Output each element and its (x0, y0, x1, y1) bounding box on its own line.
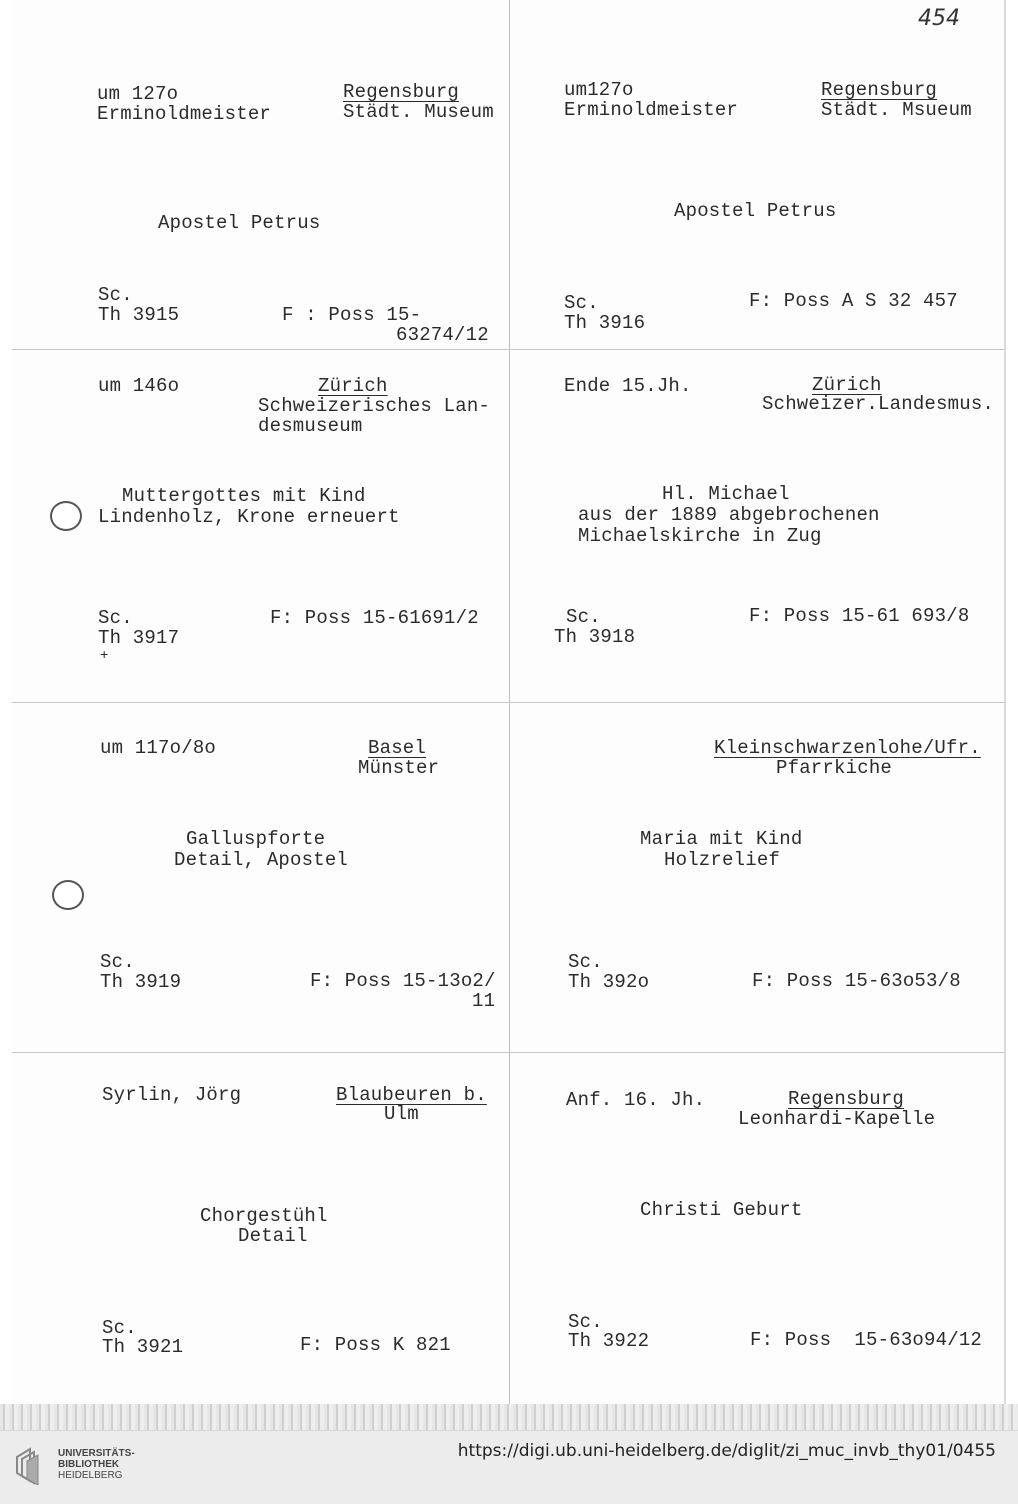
library-name (58, 1448, 135, 1481)
card-photo-ref: F : Poss 15- (282, 304, 422, 326)
card-place: Kleinschwarzenlohe/Ufr. (714, 737, 981, 759)
card-inventory-number: Th 3921 (102, 1336, 184, 1358)
card-place: Regensburg (821, 79, 938, 101)
card-inventory-number: Th 3922 (568, 1330, 650, 1352)
card-mark: + (100, 648, 109, 664)
card-photo-ref: F: Poss 15-13o2/ (310, 970, 496, 992)
card-title: Muttergottes mit Kind (122, 485, 366, 507)
card-institution: Leonhardi-Kapelle (738, 1108, 936, 1130)
card-institution: Schweizer.Landesmus. (762, 393, 995, 415)
library-line: BIBLIOTHEK (58, 1459, 120, 1470)
row-divider (12, 1052, 1004, 1053)
card-inventory-number: Th 392o (568, 971, 650, 993)
punch-hole (50, 501, 82, 531)
card-subtitle: aus der 1889 abgebrochenen (578, 504, 880, 526)
card-sc: Sc. (564, 292, 599, 314)
card-inventory-number: Th 3919 (100, 971, 182, 993)
card-place-cont: Ulm (384, 1103, 419, 1125)
source-url-link[interactable]: https://digi.ub.uni-heidelberg.de/diglit/zi_muc_invb_thy01/0455 (457, 1441, 996, 1461)
card-title: Hl. Michael (662, 483, 790, 505)
card-photo-ref: F: Poss 15-61691/2 (270, 607, 479, 629)
card-place: Regensburg (788, 1088, 905, 1110)
card-title: Apostel Petrus (674, 200, 837, 222)
library-line: UNIVERSITÄTS- (58, 1448, 135, 1459)
card-artist: Erminoldmeister (564, 99, 739, 121)
card-sc: Sc. (102, 1317, 137, 1339)
scan-edge (0, 1404, 1018, 1430)
card-photo-ref-cont: 11 (472, 990, 496, 1012)
card-place: Zürich (318, 375, 388, 397)
card-date: um 146o (98, 375, 180, 397)
card-photo-ref: F: Poss 15-63o53/8 (752, 970, 961, 992)
card-sc: Sc. (98, 284, 133, 306)
card-place: Basel (368, 737, 427, 759)
card-subtitle: Holzrelief (664, 849, 781, 871)
card-title: Galluspforte (186, 828, 326, 850)
card-institution: Schweizerisches Lan- (258, 395, 491, 417)
card-artist: Erminoldmeister (97, 103, 272, 125)
card-title: Christi Geburt (640, 1199, 803, 1221)
card-date: Anf. 16. Jh. (566, 1089, 706, 1111)
card-inventory-number: Th 3916 (564, 312, 646, 334)
card-date: um 117o/8o (100, 737, 217, 759)
card-date: um 127o (97, 83, 179, 105)
catalog-sheet (12, 0, 1006, 1404)
card-photo-ref: F: Poss 15-63o94/12 (750, 1329, 983, 1351)
card-artist: Syrlin, Jörg (102, 1084, 242, 1106)
card-photo-ref-cont: 63274/12 (396, 324, 489, 346)
card-subtitle-cont: Michaelskirche in Zug (578, 525, 822, 547)
card-inventory-number: Th 3918 (554, 626, 636, 648)
card-place: Blaubeuren b. (336, 1084, 487, 1106)
card-institution: Städt. Museum (343, 101, 494, 123)
card-title: Chorgestühl (200, 1205, 328, 1227)
punch-hole (52, 880, 84, 910)
footer-bar (0, 1430, 1018, 1504)
card-sc: Sc. (566, 606, 601, 628)
card-place: Regensburg (343, 81, 460, 103)
card-inventory-number: Th 3915 (98, 304, 180, 326)
card-inventory-number: Th 3917 (98, 627, 180, 649)
card-sc: Sc. (98, 607, 133, 629)
card-sc: Sc. (568, 951, 603, 973)
library-line: HEIDELBERG (58, 1470, 123, 1481)
card-sc: Sc. (568, 1311, 603, 1333)
card-title: Apostel Petrus (158, 212, 321, 234)
card-photo-ref: F: Poss A S 32 457 (749, 290, 958, 312)
card-title: Maria mit Kind (640, 828, 803, 850)
card-photo-ref: F: Poss K 821 (300, 1334, 451, 1356)
card-institution: Münster (358, 757, 440, 779)
page-number: 454 (918, 6, 960, 31)
row-divider (12, 349, 1004, 350)
card-photo-ref: F: Poss 15-61 693/8 (749, 605, 970, 627)
card-subtitle: Detail (238, 1225, 308, 1247)
card-place: Zürich (812, 374, 882, 396)
card-date: Ende 15.Jh. (564, 375, 692, 397)
card-date: um127o (564, 79, 634, 101)
library-logo-icon (14, 1445, 50, 1485)
card-institution-cont: desmuseum (258, 415, 363, 437)
card-institution: Pfarrkiche (776, 757, 893, 779)
row-divider (12, 702, 1004, 703)
card-institution: Städt. Msueum (821, 99, 972, 121)
card-subtitle: Detail, Apostel (174, 849, 349, 871)
card-subtitle: Lindenholz, Krone erneuert (98, 506, 400, 528)
card-sc: Sc. (100, 951, 135, 973)
